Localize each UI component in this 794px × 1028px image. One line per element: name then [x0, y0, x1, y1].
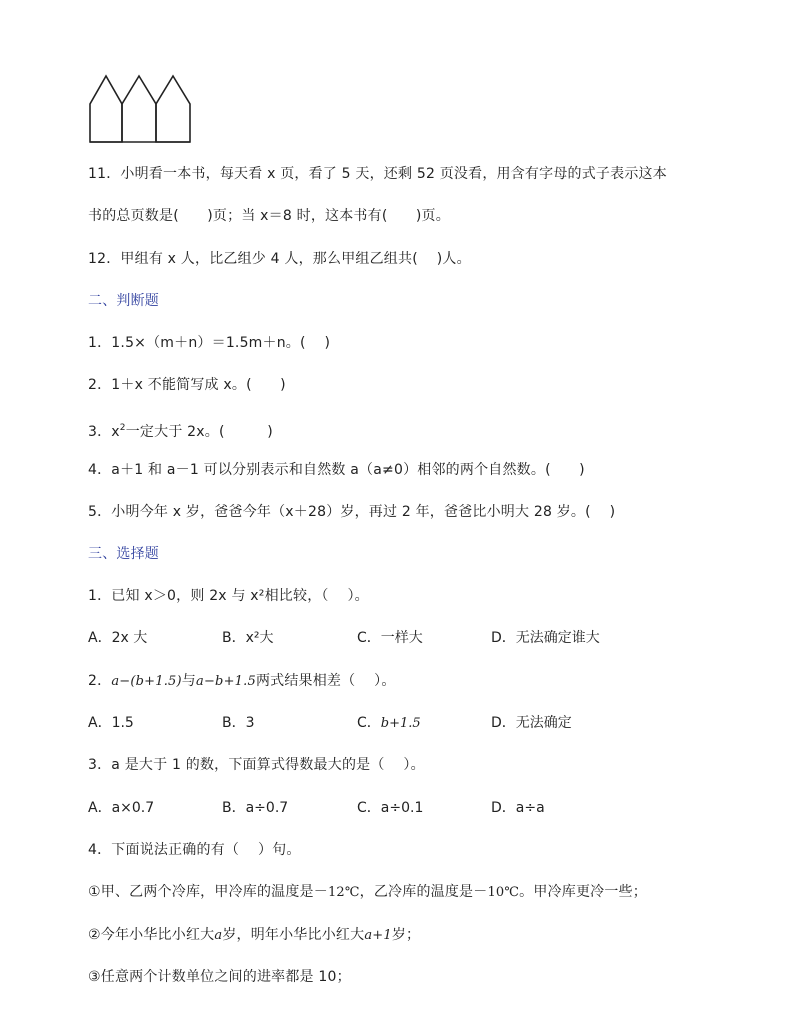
tf-item-2: 2．1＋x 不能简写成 x。( )	[88, 377, 286, 393]
statement-2-part-c: 岁；	[391, 927, 421, 943]
choice-4-stem: 4．下面说法正确的有（ ）句。	[88, 842, 301, 858]
question-11-line-1: 11．小明看一本书，每天看 x 页，看了 5 天，还剩 52 页没看，用含有字母的式子表示这本	[88, 166, 667, 182]
choice-3-stem: 3．a 是大于 1 的数，下面算式得数最大的是（ ）。	[88, 757, 425, 773]
choice-2-expression-2: a−b+1.5	[196, 674, 256, 689]
choice-2-option-c-expression: b+1.5	[380, 716, 421, 731]
choice-1-stem: 1．已知 x＞0，则 2x 与 x²相比较，（ ）。	[88, 588, 369, 604]
choice-1-option-a: A．2x 大	[88, 630, 148, 646]
statement-2-var-2: a+1	[364, 928, 392, 943]
statement-2-var-1: a	[214, 928, 223, 943]
tf-item-3-suffix: 一定大于 2x。( )	[125, 424, 273, 440]
question-11-line-2: 书的总页数是( )页；当 x＝8 时，这本书有( )页。	[88, 208, 450, 224]
choice-1-option-b: B．x²大	[222, 630, 274, 646]
choice-4-statement-3: ③任意两个计数单位之间的进率都是 10；	[88, 969, 351, 985]
tf-item-3-prefix: 3．x	[88, 424, 120, 440]
section-choice-title: 三、选择题	[88, 546, 159, 562]
choice-4-statement-2	[88, 925, 420, 946]
house-shape-middle	[122, 76, 156, 142]
statement-1-part-a: ①甲、乙两个冷库，甲冷库的温度是－	[88, 884, 328, 900]
house-shape-left	[90, 76, 122, 142]
tf-item-3-superscript: 2	[119, 423, 126, 433]
statement-1-temp-2: 10℃	[487, 885, 520, 900]
three-house-figure	[88, 72, 194, 144]
choice-2-connector: 与	[181, 673, 196, 689]
tf-item-3	[88, 418, 273, 442]
house-shape-right	[156, 76, 190, 142]
choice-2-option-c-label: C．	[357, 715, 381, 731]
statement-1-part-c: 。甲冷库更冷一些；	[519, 884, 647, 900]
statement-1-temp-1: 12℃	[327, 885, 360, 900]
tf-item-4: 4．a＋1 和 a－1 可以分别表示和自然数 a（a≠0）相邻的两个自然数。( )	[88, 462, 585, 478]
choice-2-option-a: A．1.5	[88, 715, 134, 731]
statement-2-part-a: ②今年小华比小红大	[88, 927, 215, 943]
statement-1-part-b: ，乙冷库的温度是－	[359, 884, 488, 900]
section-true-false-title: 二、判断题	[88, 293, 159, 309]
choice-2-option-b: B．3	[222, 715, 255, 731]
choice-1-option-c: C．一样大	[357, 630, 423, 646]
choice-2-option-c	[357, 713, 421, 734]
choice-2-tail: 两式结果相差（ ）。	[255, 673, 396, 689]
choice-3-option-d: D．a÷a	[491, 800, 545, 816]
choice-3-option-b: B．a÷0.7	[222, 800, 289, 816]
choice-4-statement-1	[88, 882, 647, 903]
tf-item-5: 5．小明今年 x 岁，爸爸今年（x＋28）岁，再过 2 年，爸爸比小明大 28 岁。( )	[88, 504, 616, 520]
choice-3-option-c: C．a÷0.1	[357, 800, 424, 816]
statement-2-part-b: 岁，明年小华比小红大	[222, 927, 365, 943]
choice-2-number: 2．	[88, 673, 112, 689]
choice-3-option-a: A．a×0.7	[88, 800, 155, 816]
choice-1-option-d: D．无法确定谁大	[491, 630, 600, 646]
question-12: 12．甲组有 x 人，比乙组少 4 人，那么甲组乙组共( )人。	[88, 251, 471, 267]
tf-item-1: 1．1.5×（m＋n）＝1.5m＋n。( )	[88, 335, 331, 351]
choice-2-stem	[88, 671, 396, 692]
choice-2-option-d: D．无法确定	[491, 715, 572, 731]
choice-2-expression-1: a−(b+1.5)	[111, 674, 182, 689]
